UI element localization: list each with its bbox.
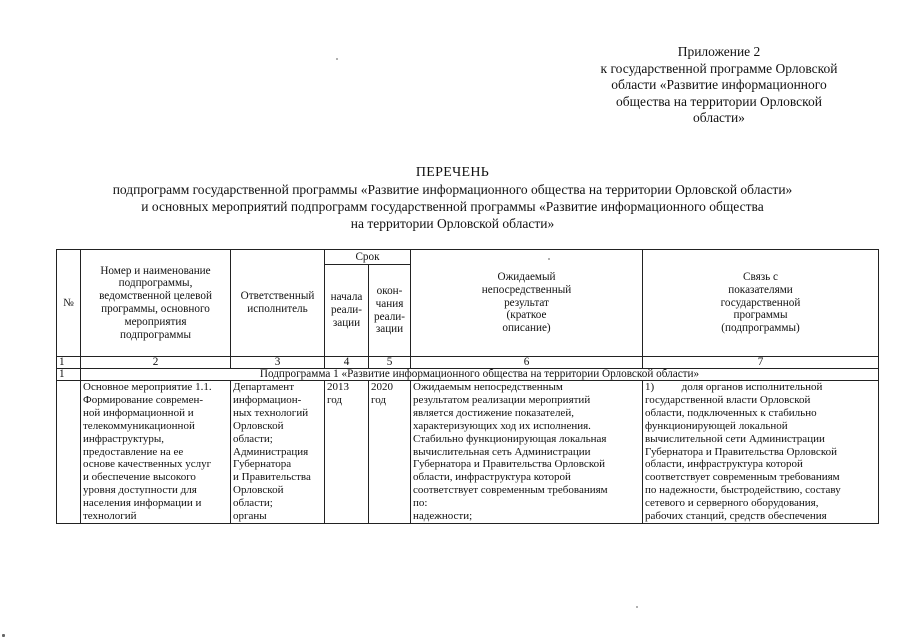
table-row <box>57 381 879 524</box>
header-start: начала реали- зации <box>325 265 369 357</box>
column-number: 2 <box>81 357 231 369</box>
scan-speck <box>2 634 5 637</box>
appendix-line: к государственной программе Орловской <box>600 60 838 76</box>
indicator-link-cell: 1) доля органов исполнительной государственной власти Орловской области, подключенных к стабильно функционирующей локальной вычислительной сети Администрации Губернатора и Правительства Орловской области, инфраструктура которой соответствует современным требованиям по надежности, быстродействию, составу сетевого и серверного оборудования, рабочих станций, средств обеспечения <box>643 381 879 524</box>
executor-cell: Департамент информацион- ных технологий Орловской области; Администрация Губернатора и Правительства Орловской области; органы <box>231 381 325 524</box>
scan-speck <box>548 258 550 260</box>
appendix-line: общества на территории Орловской <box>616 93 822 109</box>
table-header-row <box>57 250 879 265</box>
header-result: Ожидаемый непосредственный результат (краткое описание) <box>411 250 643 357</box>
appendix-line: области» <box>693 110 745 125</box>
column-number: 1 <box>57 357 81 369</box>
subprogram-num: 1 <box>57 369 81 381</box>
appendix-line: Приложение 2 <box>677 44 761 59</box>
header-term: Срок <box>325 250 411 265</box>
subprogram-row <box>57 369 879 381</box>
title-line: на территории Орловской области» <box>350 216 555 231</box>
row-num-cell <box>57 381 81 524</box>
column-number: 6 <box>411 357 643 369</box>
column-number: 4 <box>325 357 369 369</box>
end-year-cell: 2020 год <box>369 381 411 524</box>
subprogram-title: Подпрограмма 1 «Развитие информационного общества на территории Орловской области» <box>81 369 879 381</box>
measure-name-cell: Основное мероприятие 1.1. Формирование современ- ной информационной и телекоммуникационной инфраструктуры, предоставление на ее основе качественных услуг и обеспечение высокого уровня доступности для населения информации и технологий <box>81 381 231 524</box>
start-year-cell: 2013 год <box>325 381 369 524</box>
title-line: подпрограмм государственной программы «Развитие информационного общества на территории Орловской области» <box>112 182 793 197</box>
scan-speck <box>336 58 338 60</box>
column-number: 3 <box>231 357 325 369</box>
programs-table <box>56 249 879 524</box>
header-executor: Ответственный исполнитель <box>231 250 325 357</box>
header-end: окон- чания реали- зации <box>369 265 411 357</box>
header-link: Связь с показателями государственной программы (подпрограммы) <box>643 250 879 357</box>
column-number: 7 <box>643 357 879 369</box>
title-line: и основных мероприятий подпрограмм государственной программы «Развитие информационного общества <box>141 199 764 214</box>
document-title <box>40 164 865 232</box>
column-numbers-row <box>57 357 879 369</box>
header-name: Номер и наименование подпрограммы, ведомственной целевой программы, основного мероприятия подпрограммы <box>81 250 231 357</box>
scan-speck <box>636 606 638 608</box>
title-heading: ПЕРЕЧЕНЬ <box>415 165 490 180</box>
result-cell: Ожидаемым непосредственным результатом реализации мероприятий является достижение показателей, характеризующих ход их исполнения. Стабильно функционирующая локальная вычислительная сеть Администрации Губернатора и Правительства Орловской области, инфраструктура которой соответствует современным требованиям по: надежности; <box>411 381 643 524</box>
header-num: № <box>57 250 81 357</box>
appendix-line: области «Развитие информационного <box>611 77 827 92</box>
column-number: 5 <box>369 357 411 369</box>
appendix-header <box>578 44 860 127</box>
